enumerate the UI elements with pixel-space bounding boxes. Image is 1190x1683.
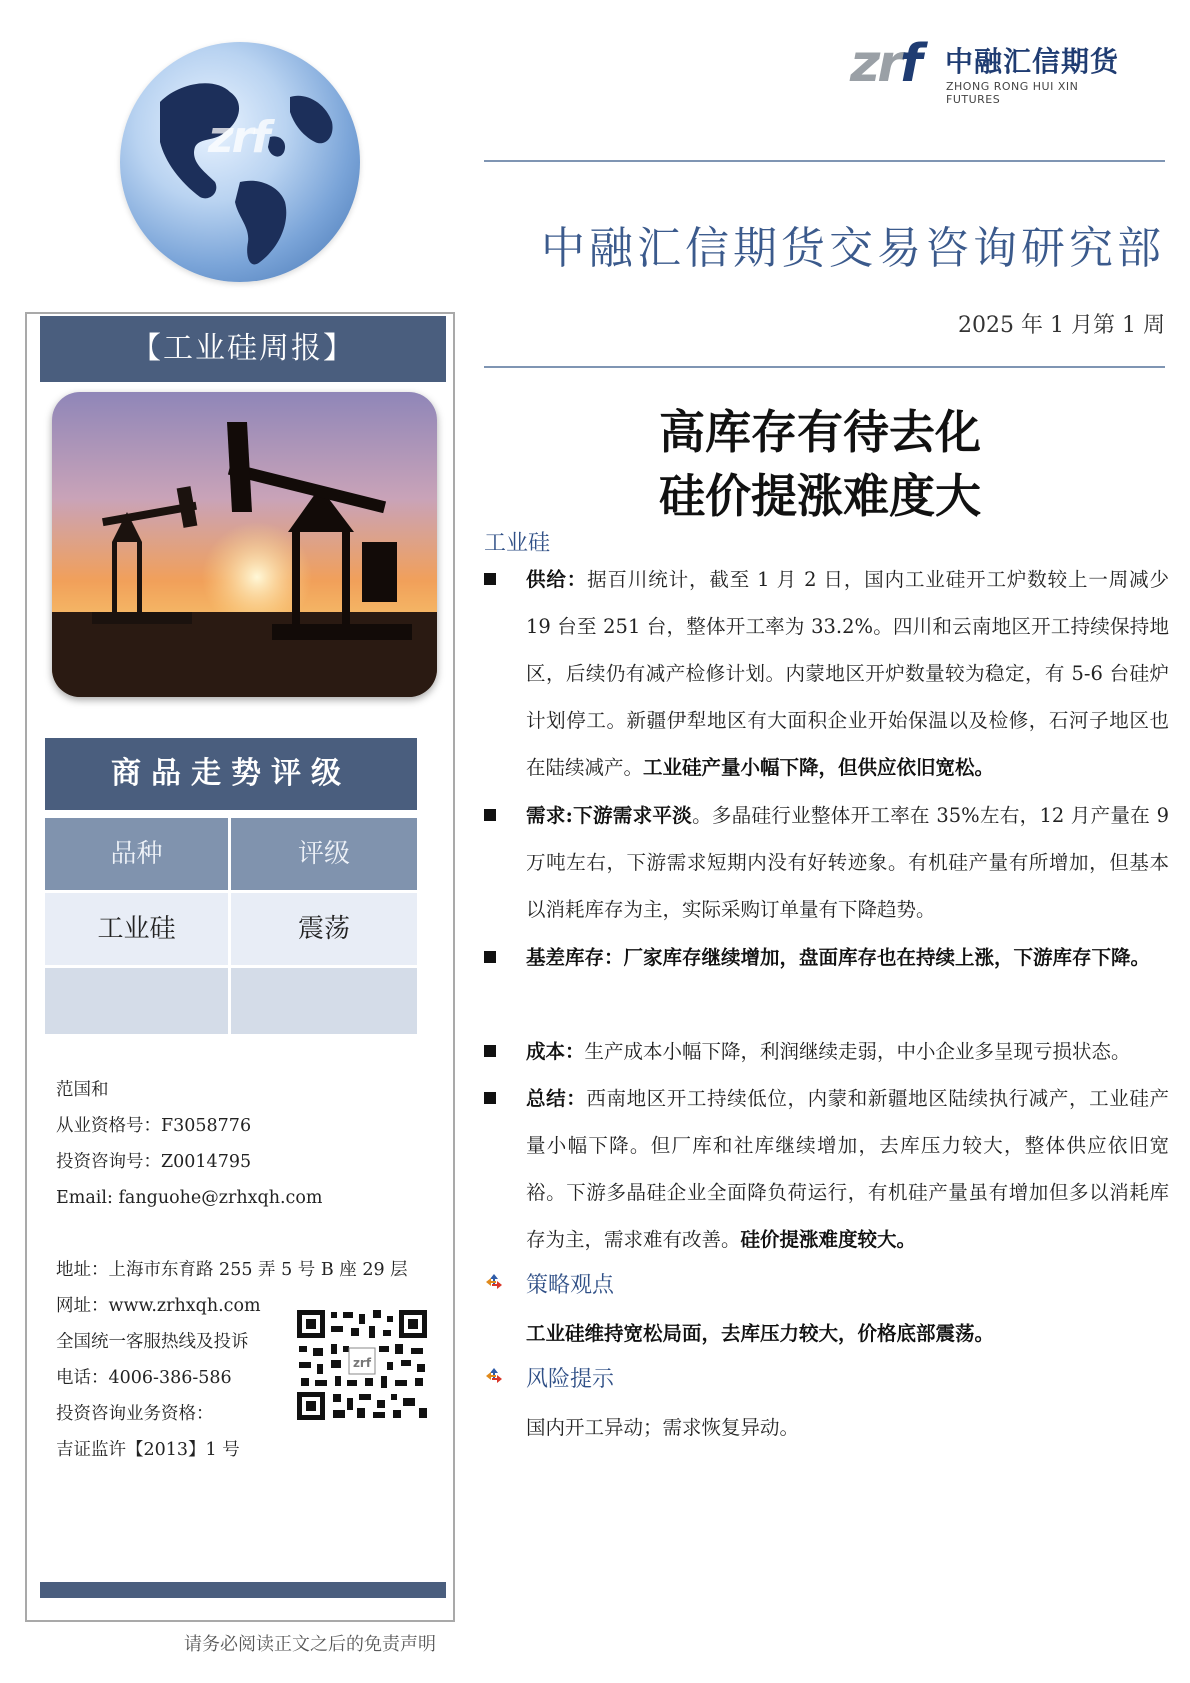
company-website: 网址：www.zrhxqh.com bbox=[56, 1296, 261, 1316]
arrow-bullet-icon bbox=[484, 1366, 504, 1386]
analyst-consult-no: 投资咨询号：Z0014795 bbox=[56, 1152, 252, 1172]
panel-bottom-bar bbox=[40, 1582, 446, 1598]
bullet-text: 西南地区开工持续低位，内蒙和新疆地区陆续执行减产，工业硅产量小幅下降。但厂库和社库继续增加，去库压力较大，整体供应依旧宽裕。下游多晶硅企业全面降负荷运行，有机硅产量虽有增加但多以消耗库存为主，需求难有改善。 bbox=[526, 1087, 1169, 1251]
oil-pump-photo bbox=[52, 392, 437, 697]
qr-code-icon bbox=[295, 1308, 429, 1422]
header-rule-bottom bbox=[484, 366, 1165, 368]
header-rule-top bbox=[484, 160, 1165, 162]
bullet-label: 供给： bbox=[526, 568, 588, 591]
bullet-emphasis: 下游需求平淡 bbox=[572, 804, 693, 827]
company-qualification-no: 吉证监许【2013】1 号 bbox=[56, 1440, 240, 1460]
brand-logo bbox=[850, 30, 1130, 106]
square-bullet-icon bbox=[484, 1045, 496, 1057]
risk-heading bbox=[484, 1362, 614, 1393]
table-cell-empty bbox=[45, 968, 228, 1034]
analyst-license: 从业资格号：F3058776 bbox=[56, 1116, 252, 1136]
globe-brand-mark: zrf bbox=[208, 112, 269, 163]
oil-pump-sunset-image bbox=[52, 392, 437, 697]
headline-line-1: 高库存有待去化 bbox=[659, 405, 981, 459]
square-bullet-icon bbox=[484, 809, 496, 821]
table-header-variety: 品种 bbox=[45, 818, 228, 890]
company-phone: 电话：4006-386-586 bbox=[56, 1368, 232, 1388]
risk-title: 风险提示 bbox=[526, 1367, 615, 1392]
bullet-text: 。多晶硅行业整体开工率在 35%左右，12 月产量在 9 万吨左右，下游需求短期内没有好转迹象。有机硅产量有所增加，但基本以消耗库存为主，实际采购订单量有下降趋势。 bbox=[526, 804, 1169, 921]
bullet-emphasis: 硅价提涨难度较大。 bbox=[740, 1228, 917, 1251]
headline-line-2: 硅价提涨难度大 bbox=[659, 469, 981, 523]
brand-name-en: ZHONG RONG HUI XIN FUTURES bbox=[946, 80, 1079, 106]
risk-body: 国内开工异动；需求恢复异动。 bbox=[526, 1416, 800, 1439]
analyst-email: Email: fanguohe@zrhxqh.com bbox=[56, 1188, 323, 1208]
bullet-label: 需求: bbox=[526, 804, 573, 827]
brand-mark: zrf bbox=[850, 34, 920, 94]
qr-brand-mark: zrf bbox=[352, 1356, 372, 1370]
bullet-label: 成本： bbox=[526, 1040, 585, 1063]
strategy-title: 策略观点 bbox=[526, 1273, 615, 1298]
rating-section-title: 商品走势评级 bbox=[45, 738, 417, 810]
bullet-emphasis: 工业硅产量小幅下降，但供应依旧宽松。 bbox=[643, 756, 995, 779]
square-bullet-icon bbox=[484, 573, 496, 585]
analyst-name: 范国和 bbox=[56, 1080, 109, 1100]
disclaimer-footer: 请务必阅读正文之后的免责声明 bbox=[184, 1634, 436, 1655]
section-label: 工业硅 bbox=[484, 531, 551, 556]
qr-code-graphic bbox=[295, 1308, 429, 1422]
bullet-label: 总结： bbox=[526, 1087, 587, 1110]
table-cell-rating: 震荡 bbox=[231, 893, 417, 965]
table-cell-variety: 工业硅 bbox=[45, 893, 228, 965]
bullet-summary bbox=[484, 1075, 1169, 1263]
table-cell-empty bbox=[231, 968, 417, 1034]
bullet-label: 基差库存： bbox=[526, 946, 624, 969]
report-date: 2025 年 1 月第 1 周 bbox=[958, 313, 1165, 338]
globe-logo bbox=[120, 42, 360, 282]
arrow-bullet-icon bbox=[484, 1272, 504, 1292]
bullet-inventory bbox=[484, 934, 1169, 981]
brand-name-cn: 中融汇信期货 bbox=[945, 45, 1120, 78]
square-bullet-icon bbox=[484, 951, 496, 963]
strategy-body: 工业硅维持宽松局面，去库压力较大，价格底部震荡。 bbox=[526, 1322, 995, 1345]
bullet-text: 生产成本小幅下降，利润继续走弱，中小企业多呈现亏损状态。 bbox=[584, 1040, 1131, 1063]
table-header-rating: 评级 bbox=[231, 818, 417, 890]
bullet-emphasis: 厂家库存继续增加，盘面库存也在持续上涨，下游库存下降。 bbox=[623, 946, 1151, 969]
bullet-demand bbox=[484, 792, 1169, 933]
company-address: 地址：上海市东育路 255 弄 5 号 B 座 29 层 bbox=[56, 1260, 408, 1280]
analyst-info bbox=[56, 1072, 322, 1216]
company-hotline-label: 全国统一客服热线及投诉 bbox=[56, 1332, 249, 1352]
square-bullet-icon bbox=[484, 1092, 496, 1104]
bullet-cost bbox=[484, 1028, 1169, 1075]
bullet-text: 据百川统计，截至 1 月 2 日，国内工业硅开工炉数较上一周减少 19 台至 251 台，整体开工率为 33.2%。四川和云南地区开工持续保持地区，后续仍有减产检修计划。内蒙地区开炉数量较为稳定，有 5-6 台硅炉计划停工。新疆伊犁地区有大面积企业开始保温以及检修，石河子地区也在陆续减产。 bbox=[526, 568, 1169, 779]
strategy-heading bbox=[484, 1268, 614, 1299]
company-qualification-label: 投资咨询业务资格： bbox=[56, 1404, 214, 1424]
report-type-title: 【工业硅周报】 bbox=[40, 316, 446, 382]
headline bbox=[560, 400, 1080, 528]
bullet-supply bbox=[484, 556, 1169, 791]
department-title: 中融汇信期货交易咨询研究部 bbox=[541, 223, 1165, 274]
